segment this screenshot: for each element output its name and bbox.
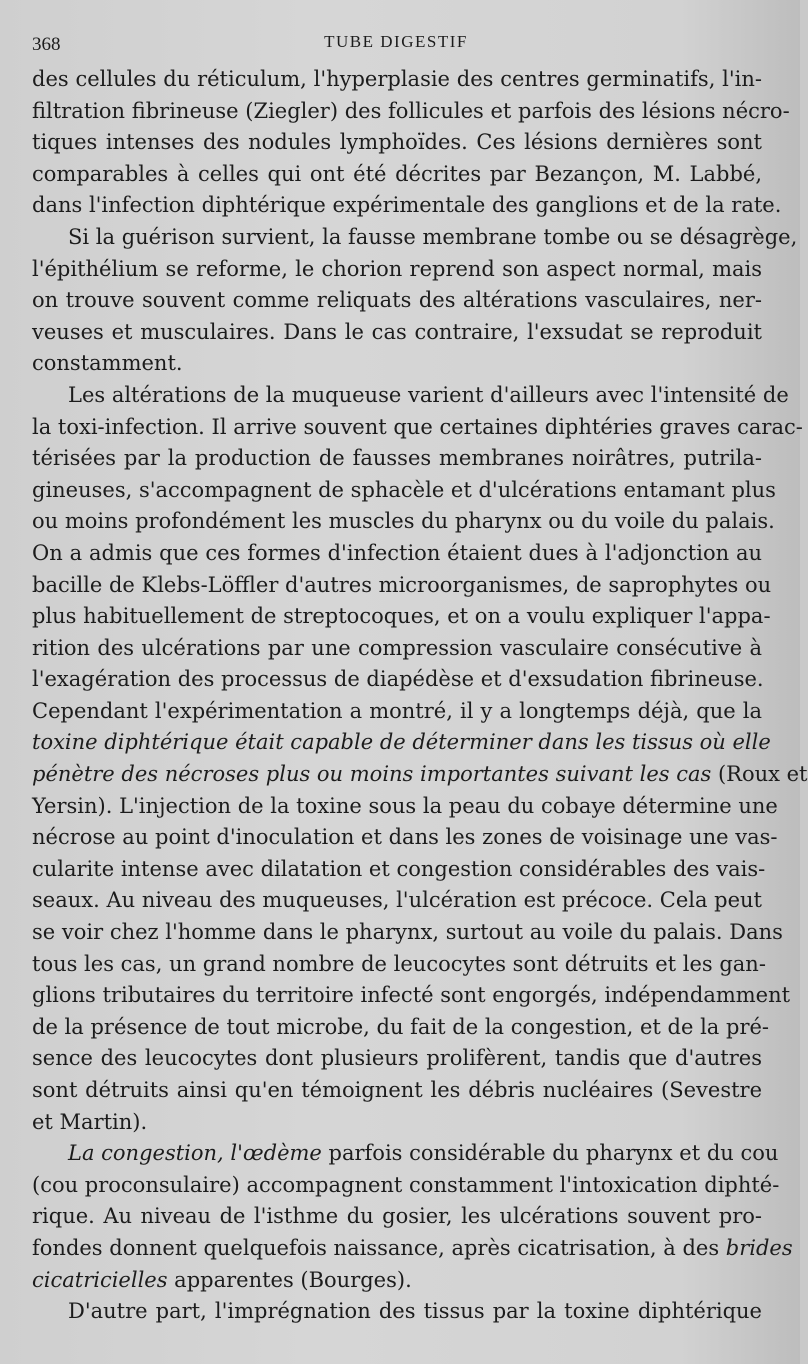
italic-text: toxine diphtérique était capable de déterminer dans les tissus où elle [32,730,771,755]
text-line: on trouve souvent comme reliquats des altérations vasculaires, ner- [32,288,762,313]
text-line: constamment. [32,351,183,376]
text-line: Si la guérison survient, la fausse membrane tombe ou se désagrège, [68,224,798,249]
text-line: seaux. Au niveau des muqueuses, l'ulcération est précoce. Cela peut [32,888,762,913]
text-line [32,1265,762,1297]
text-line: sence des leucocytes dont plusieurs prolifèrent, tandis que d'autres [32,1046,762,1071]
text-line: se voir chez l'homme dans le pharynx, surtout au voile du palais. Dans [32,920,783,945]
text-line: tous les cas, un grand nombre de leucocytes sont détruits et les gan- [32,951,766,976]
text-line: dans l'infection diphtérique expérimentale des ganglions et de la rate. [32,193,782,218]
italic-text: pénètre des nécroses plus ou moins importantes suivant les cas [32,762,712,787]
text-line: comparables à celles qui ont été décrites par Bezançon, M. Labbé, [32,161,762,186]
text-line: rique. Au niveau de l'isthme du gosier, les ulcérations souvent pro- [32,1204,762,1229]
text-line: Yersin). L'injection de la toxine sous la peau du cobaye détermine une [32,793,778,818]
text-line: veuses et musculaires. Dans le cas contraire, l'exsudat se reproduit [32,319,762,344]
text-line: sont détruits ainsi qu'en témoignent les débris nucléaires (Sevestre [32,1078,762,1102]
text-span: apparentes (Bourges). [167,1267,412,1292]
text-line: de la présence de tout microbe, du fait de la congestion, et de la pré- [32,1014,769,1039]
text-line [32,1233,793,1265]
text-line: l'exagération des processus de diapédèse et d'exsudation fibrineuse. [32,667,764,692]
text-line: ou moins profondément les muscles du pharynx ou du voile du palais. [32,509,775,534]
text-line: cularite intense avec dilatation et congestion considérables des vais- [32,856,766,881]
italic-text: brides [725,1235,793,1260]
text-line: glions tributaires du territoire infecté sont engorgés, indépendamment [32,983,791,1008]
text-line: gineuses, s'accompagnent de sphacèle et d'ulcérations entamant plus [32,477,776,502]
text-line: plus habituellement de streptocoques, et on a voulu expliquer l'appa- [32,604,771,629]
text-line: (cou proconsulaire) accompagnent constamment l'intoxication diphté- [32,1172,780,1197]
text-line: Cependant l'expérimentation a montré, il y a longtemps déjà, que la [32,698,762,723]
text-line: des cellules du réticulum, l'hyperplasie des centres germinatifs, l'in- [32,67,762,91]
text-span: (Roux et [711,762,808,787]
text-line: l'épithélium se reforme, le chorion reprend son aspect normal, mais [32,256,762,281]
text-line: et Martin). [32,1109,148,1134]
running-title: TUBE DIGESTIF [324,32,468,51]
text-line: nécrose au point d'inoculation et dans les zones de voisinage une vas- [32,825,778,850]
text-line: D'autre part, l'imprégnation des tissus par la toxine diphtérique [68,1299,762,1324]
text-line: On a admis que ces formes d'infection étaient dues à l'adjonction au [32,540,762,565]
text-line: la toxi-infection. Il arrive souvent que certaines diphtéries graves carac- [32,414,803,439]
body-text [32,64,808,1328]
text-line: tiques intenses des nodules lymphoïdes. Ces lésions dernières sont [32,130,762,155]
text-line: rition des ulcérations par une compression vasculaire consécutive à [32,635,762,660]
text-span: parfois considérable du pharynx et du cou [321,1141,779,1166]
text-line: bacille de Klebs-Löffler d'autres microorganismes, de saprophytes ou [32,572,772,597]
page-header [32,30,760,60]
text-line [32,1138,779,1170]
text-line: Les altérations de la muqueuse varient d'ailleurs avec l'intensité de [68,382,789,407]
text-line [32,727,771,759]
page-number: 368 [32,34,61,55]
text-line: térisées par la production de fausses membranes noirâtres, putrila- [32,446,762,471]
italic-text: cicatricielles [32,1267,168,1292]
text-span: fondes donnent quelquefois naissance, après cicatrisation, à des [32,1235,726,1260]
italic-text: La congestion, l'œdème [68,1141,322,1166]
text-line: filtration fibrineuse (Ziegler) des follicules et parfois des lésions nécro- [32,98,790,123]
text-line [32,759,808,791]
